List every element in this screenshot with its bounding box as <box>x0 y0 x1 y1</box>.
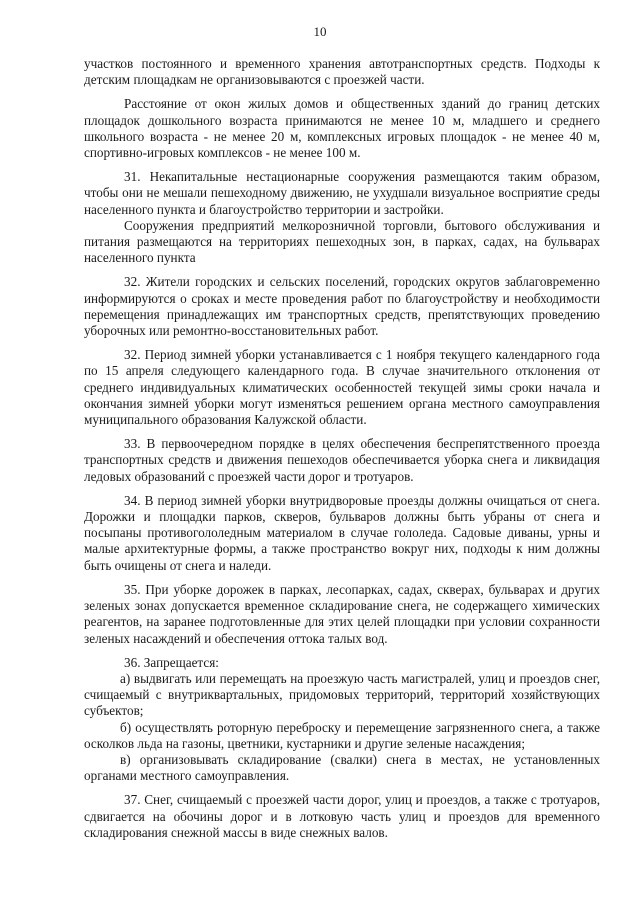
paragraph-37: 37. Снег, счищаемый с проезжей части дорог, улиц и проездов, а также с тротуаров, сдвигается на обочины дорог и в лотковую часть улиц и проездов для временного складирования снежной массы в виде снежных валов. <box>84 792 600 840</box>
paragraph-33: 33. В первоочередном порядке в целях обеспечения беспрепятственного проезда транспортных средств и движения пешеходов обеспечивается уборка снега и ликвидация ледовых образований с проезжей части дорог и тротуаров. <box>84 436 600 484</box>
paragraph-continuation: участков постоянного и временного хранения автотранспортных средств. Подходы к детским площадкам не организовываются с проезжей части. <box>84 56 600 88</box>
paragraph-31: 31. Некапитальные нестационарные сооружения размещаются таким образом, чтобы они не мешали пешеходному движению, не ухудшали визуальное восприятие среды населенного пункта и благоустройство территории и застройки. <box>84 169 600 217</box>
paragraph-36-heading: 36. Запрещается: <box>124 654 219 670</box>
paragraph-36-item-b: б) осуществлять роторную переброску и перемещение загрязненного снега, а также осколков льда на газоны, цветники, кустарники и другие зеленые насаждения; <box>84 719 600 751</box>
paragraph-35: 35. При уборке дорожек в парках, лесопарках, садах, скверах, бульварах и других зеленых зонах допускается временное складирование снега, не содержащего химических реагентов, на заранее подготовленные для этих целей площадки при условии сохранности зеленых насаждений и обеспечения оттока талых вод. <box>84 581 600 646</box>
document-body <box>84 56 600 841</box>
page-number: 10 <box>313 24 327 39</box>
paragraph-playground-distance: Расстояние от окон жилых домов и общественных зданий до границ детских площадок дошкольного возраста принимаются не менее 10 м, младшего и среднего школьного возраста - не менее 20 м, комплексных игровых площадок - не менее 40 м, спортивно-игровых комплексов - не менее 100 м. <box>84 96 600 161</box>
paragraph-32-residents: 32. Жители городских и сельских поселений, городских округов заблаговременно информируются о сроках и месте проведения работ по благоустройству и необходимости перемещения принадлежащих им транспортных средств, препятствующих проведению уборочных или ремонтно-восстановительных работ. <box>84 274 600 339</box>
paragraph-36-item-c: в) организовывать складирование (свалки) снега в местах, не установленных органами местного самоуправления. <box>84 751 600 784</box>
paragraph-32-winter-period: 32. Период зимней уборки устанавливается с 1 ноября текущего календарного года по 15 апреля следующего календарного года. В случае значительного отклонения от среднего индивидуальных климатических особенностей текущей зимы сроки начала и окончания зимней уборки могут изменяться решением органа местного самоуправления муниципального образования Калужской области. <box>84 347 600 428</box>
paragraph-34: 34. В период зимней уборки внутридворовые проезды должны очищаться от снега. Дорожки и площадки парков, скверов, бульваров должны быть убраны от снега и посыпаны противогололедным материалом в случае гололеда. Садовые диваны, урны и малые архитектурные формы, а также пространство вокруг них, подходы к ним должны быть очищены от снега и наледи. <box>84 492 600 573</box>
paragraph-31-retail: Сооружения предприятий мелкорозничной торговли, бытового обслуживания и питания размещаются на территориях пешеходных зон, в парках, садах, на бульварах населенного пункта <box>84 217 600 266</box>
paragraph-36-item-a: а) выдвигать или перемещать на проезжую часть магистралей, улиц и проездов снег, счищаемый с внутриквартальных, придомовых территорий, территорий хозяйствующих субъектов; <box>84 670 600 719</box>
